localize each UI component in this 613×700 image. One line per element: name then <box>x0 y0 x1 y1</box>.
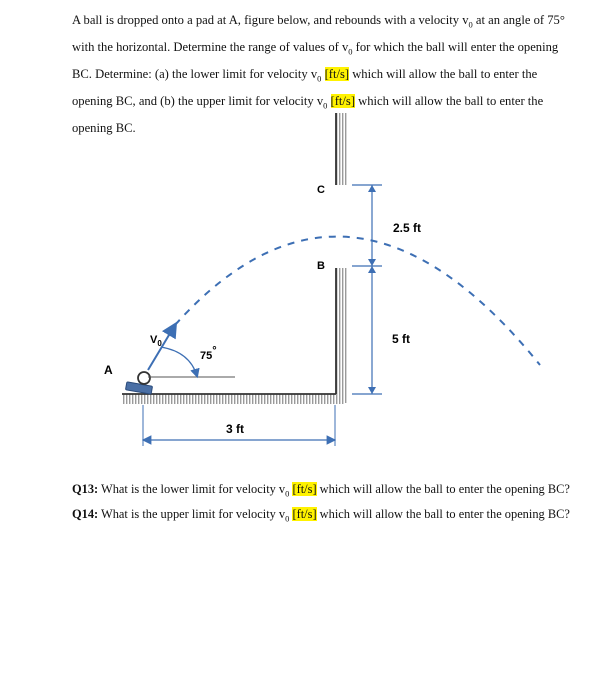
problem-text-4: which will allow the ball to enter the opening BC, and (b) the upper limit for velocity v <box>72 67 538 109</box>
wall-hatch-upper <box>336 113 348 185</box>
trajectory-path <box>175 237 540 365</box>
v0-subscript: 0 <box>317 73 322 84</box>
question-text: What is the lower limit for velocity v <box>98 482 286 496</box>
dim-arrow-b-down <box>368 266 376 273</box>
ball <box>138 372 150 384</box>
label-v-sub: 0 <box>157 339 162 348</box>
dim-arrow-c <box>368 185 376 192</box>
label-v: V <box>150 334 158 346</box>
v0-subscript: 0 <box>285 488 290 499</box>
question-text-end: which will allow the ball to enter the opening BC? <box>316 507 570 522</box>
angle-value: 75 <box>200 350 213 362</box>
question-number: Q14: <box>72 507 99 522</box>
ground-hatch <box>122 394 344 404</box>
label-v0 <box>150 334 162 348</box>
v0-subscript: 0 <box>323 100 328 111</box>
wall-hatch-lower <box>336 268 348 403</box>
v0-subscript: 0 <box>348 46 353 57</box>
unit-highlight: [ft/s] <box>330 94 356 109</box>
unit-highlight: [ft/s] <box>292 507 317 522</box>
angle-arc <box>161 347 197 376</box>
label-dim-horizontal: 3 ft <box>226 422 244 436</box>
unit-highlight: [ft/s] <box>324 67 350 82</box>
question-text-end: which will allow the ball to enter the opening BC? <box>316 482 570 496</box>
label-dim-opening: 2.5 ft <box>393 221 422 235</box>
question-14 <box>72 504 592 529</box>
pad <box>126 382 153 394</box>
label-b: B <box>317 260 325 272</box>
question-text: What is the upper limit for velocity v <box>98 507 286 522</box>
angle-degree: ° <box>212 345 217 357</box>
unit-highlight: [ft/s] <box>292 482 317 496</box>
questions <box>72 479 592 530</box>
v0-subscript: 0 <box>285 513 290 524</box>
question-13 <box>72 479 592 504</box>
label-dim-height: 5 ft <box>392 332 410 346</box>
dim-arrow-b-up <box>368 259 376 266</box>
problem-text-2: at an angle of 75° with the horizontal. Determine the range of values of v <box>72 13 565 55</box>
label-angle <box>200 345 217 362</box>
problem-text-3: for which the ball will enter the opening BC. Determine: (a) the lower limit for velocity v <box>72 40 559 82</box>
v0-subscript: 0 <box>468 19 473 30</box>
problem-text-5: which will allow the ball to enter the opening BC. <box>72 94 544 136</box>
problem-text-1: A ball is dropped onto a pad at A, figure below, and rebounds with a velocity v <box>72 13 469 27</box>
dim-arrow-ground <box>368 387 376 394</box>
label-a: A <box>104 363 113 377</box>
question-number: Q13: <box>72 482 99 496</box>
label-c: C <box>317 184 325 196</box>
